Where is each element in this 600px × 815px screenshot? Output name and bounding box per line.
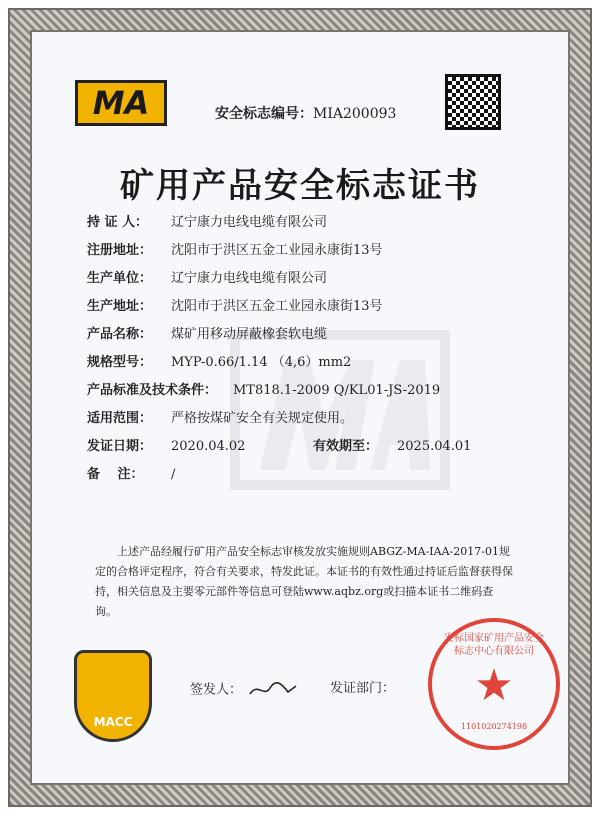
official-seal (428, 618, 560, 750)
field-value: 沈阳市于洪区五金工业园永康街13号 (171, 243, 383, 258)
field-label: 持 证 人： (87, 215, 149, 230)
field-remarks (87, 467, 176, 483)
field-scope (87, 411, 354, 427)
star-icon: ★ (474, 660, 514, 711)
field-value: / (171, 467, 176, 482)
seal-text: 安标国家矿用产品安全标志中心有限公司 (444, 633, 544, 657)
field-label: 注册地址： (87, 243, 153, 258)
seal-number: 1101020274198 (460, 722, 528, 731)
field-model (87, 355, 352, 371)
field-label: 产品标准及技术条件： (87, 383, 218, 398)
field-label: 备 注： (87, 467, 144, 482)
cert-number-value: MIA200093 (313, 106, 397, 122)
cert-number-label: 安全标志编号： (215, 106, 313, 122)
field-valid-until (313, 439, 472, 455)
issuer-label: 发证部门： (330, 681, 396, 696)
signer (190, 680, 298, 700)
field-issue-date (87, 439, 246, 455)
field-value: 辽宁康力电线电缆有限公司 (171, 215, 328, 230)
field-value: 2020.04.02 (171, 439, 246, 454)
signer-label: 签发人： (190, 682, 243, 698)
field-label: 有效期至： (313, 439, 379, 454)
certificate-statement: 上述产品经履行矿用产品安全标志审核发放实施规则ABGZ-MA-IAA-2017-01规定的合格评定程序，符合有关要求，特发此证。本证书的有效性通过持证后监督获得保持，相关信息及主要零元部件等信息可登陆www.aqbz.org或扫描本证书二维码查询。 (95, 545, 513, 618)
ma-logo: MA (75, 80, 167, 126)
field-prod-address (87, 299, 383, 315)
field-label: 产品名称： (87, 327, 153, 342)
field-label: 规格型号： (87, 355, 153, 370)
macc-badge (74, 650, 152, 742)
field-reg-address (87, 243, 383, 259)
field-value: MYP-0.66/1.14 （4,6）mm2 (171, 355, 352, 370)
field-holder (87, 215, 328, 231)
field-value: MT818.1-2009 Q/KL01-JS-2019 (233, 383, 441, 398)
field-label: 发证日期： (87, 439, 153, 454)
field-label: 适用范围： (87, 411, 153, 426)
field-value: 辽宁康力电线电缆有限公司 (171, 271, 328, 286)
qr-code (445, 74, 501, 130)
field-standard (87, 383, 441, 399)
field-value: 2025.04.01 (397, 439, 472, 454)
macc-label: MACC (93, 715, 133, 729)
field-product-name (87, 327, 328, 343)
cert-number (215, 103, 396, 123)
field-value: 沈阳市于洪区五金工业园永康街13号 (171, 299, 383, 314)
ma-watermark (230, 330, 450, 490)
field-label: 生产地址： (87, 299, 153, 314)
page-title: 矿用产品安全标志证书 (120, 166, 480, 206)
signature (248, 680, 298, 700)
field-value: 严格按煤矿安全有关规定使用。 (171, 411, 354, 426)
field-value: 煤矿用移动屏蔽橡套软电缆 (171, 327, 328, 342)
field-label: 生产单位： (87, 271, 153, 286)
field-producer (87, 271, 328, 287)
